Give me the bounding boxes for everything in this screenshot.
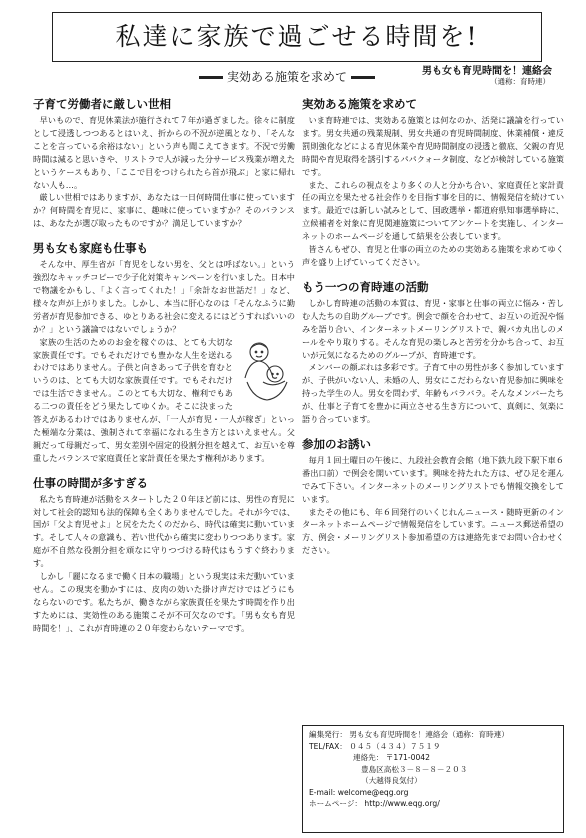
section-paragraph: そんな中、厚生省が「育児をしない男を、父とは呼ばない。」という強烈なキャッチコピーで少子化対策キャンペーンを行いました。日本中で物議をかもし、「よく言ってくれた！」「余計なお世話だ！」など、様々な声が上がりました。しかし、本当に肝心なのは「そんなふうに勤労者が育児参加できる、ゆとりある社会に変えるにはどうすればいいのか？」という議論ではないでしょうか？ [33,259,296,334]
right-column [302,96,564,567]
section [33,96,295,230]
left-column [33,96,295,645]
section [33,475,295,635]
section-paragraph: メンバーの顔ぶれは多彩です。子育て中の男性が多く参加していますが、子供がいない人、未婚の人、男女にこだわらない育児参加に興味を持った学生の人。男女を問わず、年齢もバラバラ。そんなメンバーたちが、仕事と子育てを豊かに両立させる生き方について、真剣に、気楽に語り合っています。 [302,362,565,425]
section-paragraph: いま育時連では、実効ある施策とは何なのか、活発に議論を行っています。男女共通の残業規制、男女共通の育児時間制度、休業補償・違反罰則強化などによる育児休業や育児時間制度の浸透と徹底、父親の育児時間や育児取得を誘引するパパクォータ制度、などが検討している施策です。 [302,115,565,177]
section-paragraph: しかし「麗になるまで働く日本の職場」という現実は未だ動いていません。この現実を動かすには、皮肉の効いた掛け声だけではどうにもならないのです。私たちが、働きながら家族責任を果たす時間を作り出すためには、実効性のある施策こそが不可欠なのです。「男も女も育児時間を！」、これが育時連の２０年変わらないテーマです。 [33,571,295,633]
imprint-email[interactable]: E-mail: welcome@eqg.org [309,787,409,797]
section-heading: 実効ある施策を求めて [302,97,417,111]
imprint-address-label: 連絡先： 〒171-0042 [353,753,430,762]
section [302,436,564,557]
org-name: 男も女も育児時間を！連絡会 [422,66,552,77]
imprint-address-line1: 豊島区高松３－８－８－２０３ [361,764,468,774]
imprint-tel: TEL/FAX： ０４５（４３４）７５１９ [309,741,441,751]
subtitle-text: 実効ある施策を求めて [227,70,348,84]
section-heading: 参加のお誘い [302,436,371,451]
imprint-box [302,725,564,833]
subtitle [195,68,379,85]
section [302,96,564,269]
section-heading: 子育て労働者に厳しい世相 [33,97,171,111]
subtitle-bar-right [351,76,375,79]
section-paragraph: またその他にも、年６回発行のいくじれんニュース・随時更新のインターネットホームページで情報発信をしています。ニュース郵送希望の方、例会・メーリングリスト参加希望の方は連絡先までお問い合わせください。 [302,506,564,556]
imprint-address-line2: （大越得良気付） [361,776,422,785]
section-paragraph: 私たち育時連が活動をスタートした２０年ほど前には、男性の育児に対して社会的認知も法的保障も全くありませんでした。それが今では、国が「父よ育児せよ」と尻をたたくのだから、時代は確実に動いています。そして人々の意識も、若い世代から確実に変わりつつあります。家庭が不自然な役割分担を頑なに守りつづける時代はもうすぐ終わります。 [33,493,296,569]
section-paragraph: 毎月１回土曜日の午後に、九段社会教育会館（地下鉄九段下駅下車６番出口前）で例会を開いています。興味を持たれた方は、ぜひ足を運んでみて下さい。インターネットのメーリングリストでも情報交換をしています。 [302,454,564,504]
imprint-publisher: 編集発行： 男も女も育児時間を！連絡会（通称：育時連） [309,730,509,739]
section-paragraph: 厳しい世相ではありますが、あなたは一日何時間仕事に使っていますか？何時間を育児に、家事に、趣味に使っていますか？そのバランスは、あなたが選び取ったものですか？満足していますか？ [33,192,295,229]
father-and-baby-illustration [237,338,295,402]
section-paragraph: 早いもので、育児休業法が施行されて７年が過ぎました。徐々に制度として浸透しつつあるとはいえ、折からの不況が逆風となり、「そんなことを言っている余裕はない」という声も聞こえてきます。不況で労働時間は減ると思いきや、リストラで人が減った分サービス残業が増えたというケースもあり、「ここで目をつけられたら首が飛ぶ」と家に帰れない人も…。 [33,115,295,190]
page-title: 私達に家族で過ごせる時間を! [115,22,479,51]
section-heading: もう一つの育時連の活動 [302,279,429,294]
section-paragraph: また、これらの視点をより多くの人と分かち合い、家庭責任と家計責任の両立を果たせる社会作りを目指す事を目的に、情報発信を続けています。最近では新しい試みとして、国政選挙・都道府県知事選挙時に、立候補者を対象に育児関連施策についてアンケートを実施し、インターネットのホームページを通して結果を公表しています。 [302,179,565,242]
section-paragraph: 家族の生活のためのお金を稼ぐのは、とても大切な家族責任です。でもそれだけでも豊かな人生を送れるわけではありません。子供と向きあって子供を育むというのは、とても大切な家族責任です。でもそれだけでは生活できません。このとても大切な、権利でもある二つの責任をどう果たしてゆくか。そこに決まった答えがあるわけではありませんが、「一人が育児・一人が稼ぎ」といった極端な分業は、強制されて幸福になれる生き方とはいえません。父親だって母親だって、男女差別や固定的役割分担を越えて、お互いを尊重したバランスで家庭責任と家計責任を果たす権利があります。 [33,336,295,463]
section [33,240,295,465]
header-box [52,12,542,62]
section-paragraph: 皆さんもぜひ、育児と仕事の両立のための実効ある施策を求めてゆく声を盛り上げていってください。 [302,244,564,267]
section-paragraph: しかし育時連の活動の本質は、育児・家事と仕事の両立に悩み・苦しむ人たちの自助グループです。例会で顔を合わせて、お互いの近況や悩みを語り合い、インターネットメーリングリストで、親バカ丸出しのメールをやり取りする。そんな育児の楽しみと苦労を分かち合って、お互いが元気になるためのグループが、育時連です。 [302,297,564,360]
imprint-homepage[interactable]: ホームページ： http://www.eqg.org/ [309,799,440,808]
section-heading: 仕事の時間が多すぎる [33,475,148,490]
section-heading: 男も女も家庭も仕事も [33,241,148,256]
section [302,279,564,426]
org-alias: （通称：育時連） [490,77,550,86]
subtitle-bar-left [199,76,223,79]
